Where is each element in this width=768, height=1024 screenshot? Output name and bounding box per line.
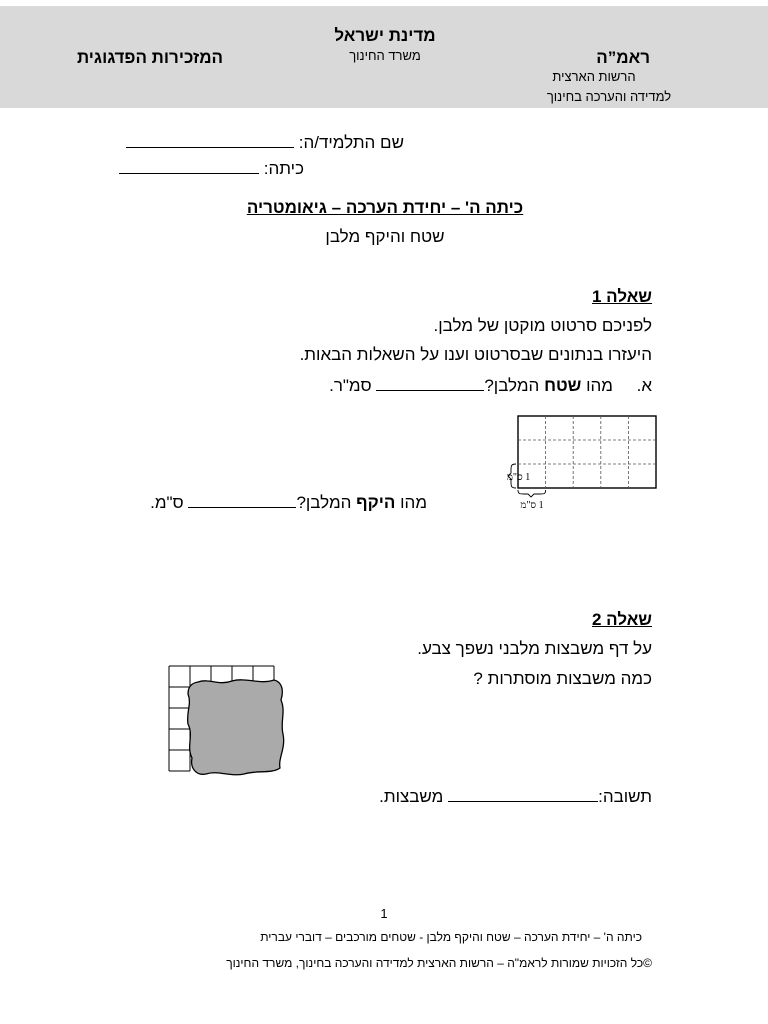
q1-rectangle-figure [470, 410, 670, 518]
header-org-line2: למדידה והערכה בחינוך [546, 89, 672, 104]
q1-part-b-pre: מהו [400, 493, 427, 512]
q1-line1: לפניכם סרטוט מוקטן של מלבן. [433, 316, 652, 335]
q1-horizontal-brace [518, 490, 546, 497]
q2-line1: על דף משבצות מלבני נשפך צבע. [417, 639, 652, 658]
student-name-label: שם התלמיד/ה: [298, 133, 404, 152]
student-class-row [119, 159, 304, 179]
q1-title: שאלה 1 [591, 287, 652, 306]
q1-part-a [329, 376, 652, 396]
unit-subtitle: שטח והיקף מלבן [325, 227, 445, 246]
q1-part-b-unit: ס"מ. [150, 493, 184, 512]
header-org-short: ראמ”ה [596, 48, 650, 67]
footer-line2: ©כל הזכויות שמורות לראמ"ה – הרשות הארצית למדידה והערכה בחינוך, משרד החינוך [226, 956, 652, 970]
q1-horizontal-unit-label: 1 ס"מ [520, 500, 544, 511]
footer-line1: כיתה ה' – יחידת הערכה – שטח והיקף מלבן - שטחים מורכבים – דוברי עברית [260, 930, 642, 944]
header-ministry: משרד החינוך [349, 48, 421, 63]
q1-vertical-unit-label: 1 ס"מ [507, 472, 531, 483]
header-secretariat: המזכירות הפדגוגית [76, 48, 224, 67]
q1-part-a-pre: מהו [586, 376, 613, 395]
student-class-field[interactable] [119, 159, 259, 174]
q2-answer-row [379, 787, 652, 807]
q2-line2: כמה משבצות מוסתרות ? [473, 669, 652, 688]
header-state: מדינת ישראל [334, 26, 436, 45]
q2-answer-field[interactable] [448, 787, 598, 802]
q1-part-a-letter: א. [636, 376, 652, 395]
header-org-line1: הרשות הארצית [552, 69, 636, 84]
q1-part-a-post: המלבן? [484, 376, 540, 395]
q1-part-a-bold: שטח [544, 376, 582, 395]
q1-part-b [150, 493, 427, 513]
student-name-row [126, 133, 404, 153]
student-name-field[interactable] [126, 133, 294, 148]
q1-part-b-bold: היקף [356, 493, 396, 512]
q1-perimeter-answer-field[interactable] [188, 493, 296, 508]
q1-rectangle-outline [518, 416, 656, 488]
q1-part-a-unit: סמ"ר. [329, 376, 372, 395]
student-class-label: כיתה: [263, 159, 304, 178]
q2-paint-spill [188, 680, 284, 775]
q1-part-b-post: המלבן? [296, 493, 352, 512]
page-number: 1 [380, 906, 388, 921]
q1-area-answer-field[interactable] [376, 376, 484, 391]
q2-title: שאלה 2 [591, 610, 652, 629]
q2-answer-unit: משבצות. [379, 787, 444, 806]
q1-line2: היעזרו בנתונים שבסרטוט וענו על השאלות הבאות. [299, 345, 652, 364]
q2-grid-figure [160, 660, 300, 778]
unit-title: כיתה ה' – יחידת הערכה – גיאומטריה [246, 198, 524, 217]
q2-answer-label: תשובה: [598, 787, 652, 806]
